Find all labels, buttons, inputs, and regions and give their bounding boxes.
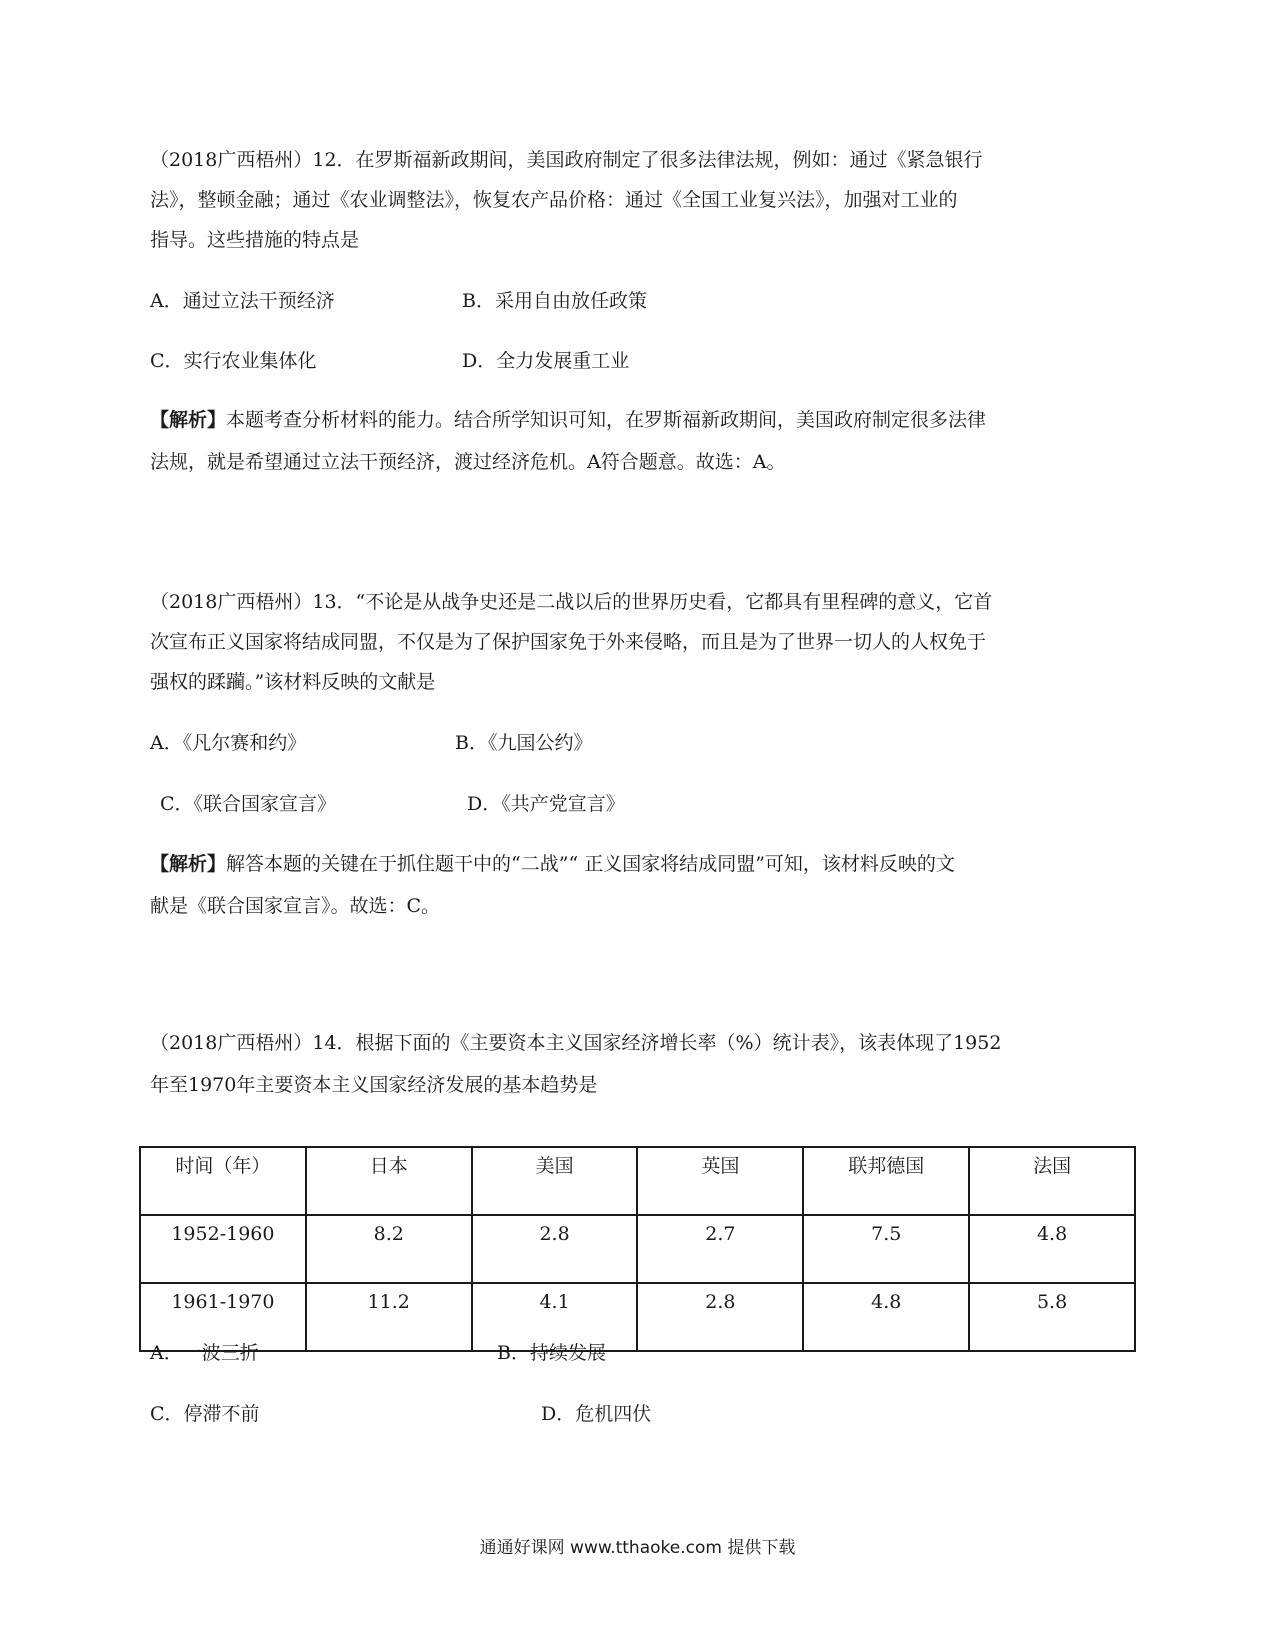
table-cell: 2.8 (472, 1215, 638, 1283)
question-14-option-b: B．持续发展 (497, 1342, 606, 1364)
question-14-option-c: C．停滞不前 (150, 1403, 260, 1425)
question-12-line-3: 指导。这些措施的特点是 (150, 229, 360, 251)
question-12-line-2: 法》，整顿金融；通过《农业调整法》，恢复农产品价格：通过《全国工业复兴法》，加强对工业的 (150, 189, 958, 211)
table-cell: 2.7 (637, 1215, 803, 1283)
question-12-line-1: （2018广西梧州）12．在罗斯福新政期间，美国政府制定了很多法律法规，例如：通过《紧急银行 (150, 149, 983, 171)
question-12-option-d: D．全力发展重工业 (462, 350, 630, 372)
table-cell: 2.8 (637, 1283, 803, 1351)
question-14-option-a: A．一波三折 (150, 1342, 259, 1364)
table-cell: 1952-1960 (140, 1215, 306, 1283)
table-header-cell: 时间（年） (140, 1147, 306, 1215)
table-cell: 7.5 (803, 1215, 969, 1283)
table-row (140, 1215, 1135, 1283)
question-13-line-2: 次宣布正义国家将结成同盟，不仅是为了保护国家免于外来侵略，而且是为了世界一切人的人权免于 (150, 631, 987, 653)
question-12-option-c: C．实行农业集体化 (150, 350, 317, 372)
table-cell: 4.8 (969, 1215, 1135, 1283)
table-cell: 5.8 (969, 1283, 1135, 1351)
table-header-cell: 法国 (969, 1147, 1135, 1215)
question-13-analysis-line-2: 献是《联合国家宣言》。故选：C。 (150, 895, 441, 917)
question-12-option-a: A．通过立法干预经济 (150, 290, 335, 312)
question-12-analysis-line-1 (150, 408, 986, 432)
page-footer: 通通好课网 www.tthaoke.com 提供下载 (479, 1538, 796, 1558)
table-cell: 11.2 (306, 1283, 472, 1351)
table-cell: 8.2 (306, 1215, 472, 1283)
table-header-cell: 联邦德国 (803, 1147, 969, 1215)
table-header-cell: 美国 (472, 1147, 638, 1215)
question-14-line-1: （2018广西梧州）14．根据下面的《主要资本主义国家经济增长率（%）统计表》，该表体现了1952 (150, 1032, 1002, 1054)
table-cell: 4.8 (803, 1283, 969, 1351)
table-cell: 1961-1970 (140, 1283, 306, 1351)
table-row (140, 1283, 1135, 1351)
analysis-text: 解答本题的关键在于抓住题干中的“二战”“ 正义国家将结成同盟”可知，该材料反映的文 (226, 853, 955, 875)
analysis-tag: 【解析】 (150, 409, 227, 431)
question-13-line-1: （2018广西梧州）13．“不论是从战争史还是二战以后的世界历史看，它都具有里程碑的意义，它首 (150, 591, 993, 613)
question-12-option-b: B．采用自由放任政策 (462, 290, 647, 312)
question-13-option-c: C．《联合国家宣言》 (160, 793, 337, 815)
analysis-tag: 【解析】 (150, 853, 227, 875)
question-12-analysis-line-2: 法规，就是希望通过立法干预经济，渡过经济危机。A符合题意。故选：A。 (150, 451, 786, 473)
analysis-text: 本题考查分析材料的能力。结合所学知识可知，在罗斯福新政期间，美国政府制定很多法律 (226, 409, 987, 431)
question-14-line-2: 年至1970年主要资本主义国家经济发展的基本趋势是 (150, 1074, 598, 1096)
table-header-cell: 英国 (637, 1147, 803, 1215)
question-13-option-a: A．《凡尔赛和约》 (150, 732, 307, 754)
question-13-analysis-line-1 (150, 852, 955, 876)
question-13-line-3: 强权的蹂躏。”该材料反映的文献是 (150, 671, 436, 693)
table-cell: 4.1 (472, 1283, 638, 1351)
table-header-row (140, 1147, 1135, 1215)
question-14-option-d: D．危机四伏 (541, 1403, 652, 1425)
growth-rate-table (139, 1146, 1136, 1352)
question-13-option-d: D．《共产党宣言》 (467, 793, 625, 815)
table-header-cell: 日本 (306, 1147, 472, 1215)
question-13-option-b: B．《九国公约》 (455, 732, 593, 754)
